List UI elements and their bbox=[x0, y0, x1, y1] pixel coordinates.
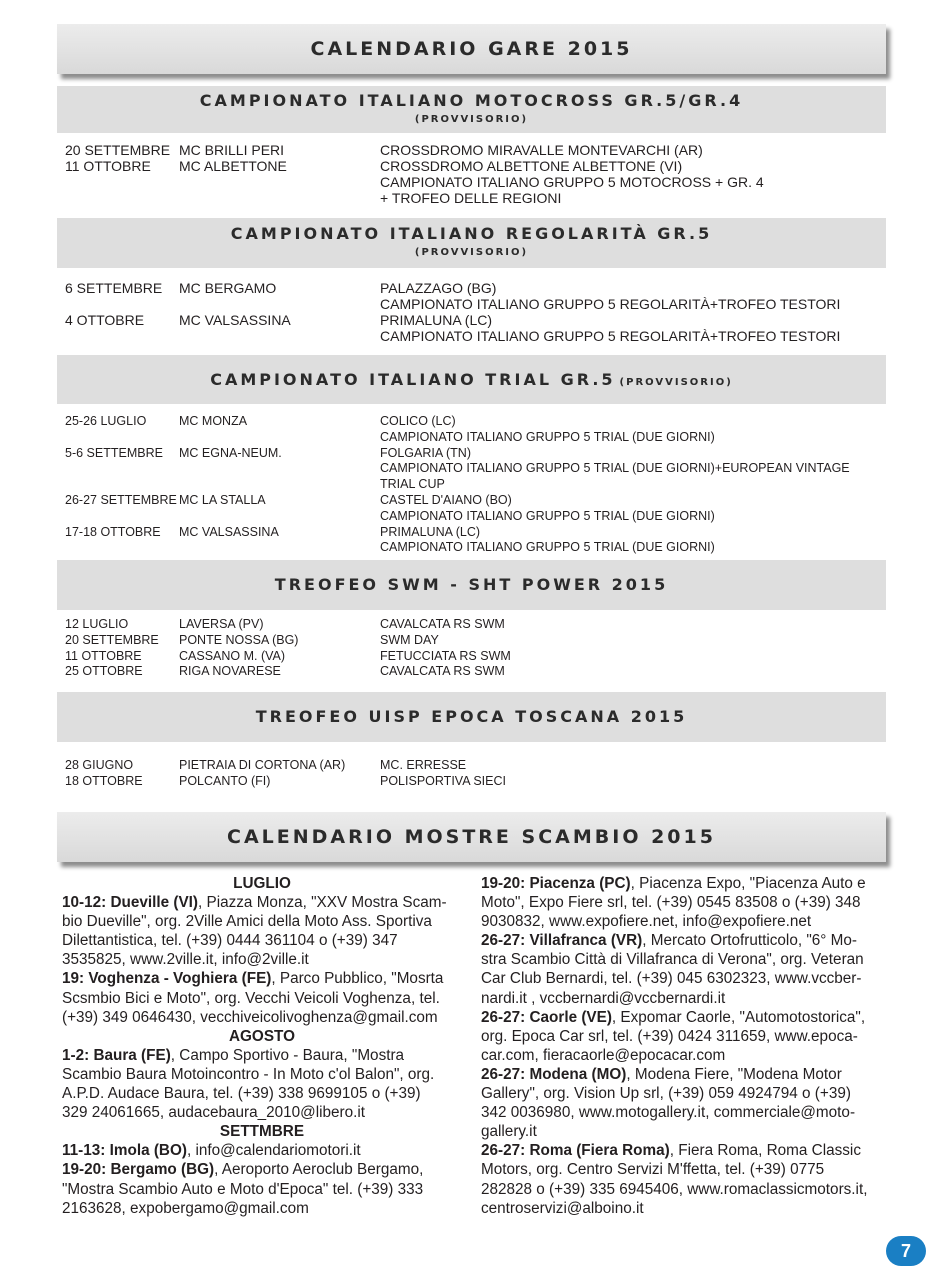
event-detail: CAMPIONATO ITALIANO GRUPPO 5 REGOLARITÀ+TROFEO TESTORI bbox=[380, 328, 841, 344]
event-detail: CROSSDROMO ALBETTONE ALBETTONE (VI) bbox=[380, 158, 683, 174]
motocross-title: CAMPIONATO ITALIANO MOTOCROSS GR.5/GR.4 bbox=[199, 91, 744, 110]
mostre-left-column bbox=[62, 874, 462, 1218]
list-item: 26-27: Modena (MO), Modena Fiere, "Modena Motor Gallery", org. Vision Up srl, (+39) 059 4924794 o (+39) 342 0036980, www.motogallery.it, commerciale@moto- gallery.it bbox=[481, 1065, 856, 1141]
list-item: 10-12: Dueville (VI), Piazza Monza, "XXV Mostra Scam- bio Dueville", org. 2Ville Amici della Moto Ass. Sportiva Dilettantistica, tel. (+39) 0444 361104 o (+39) 347 3535825, www.2ville.it, info@2ville.it bbox=[62, 894, 447, 969]
event-detail: PRIMALUNA (LC) bbox=[380, 524, 481, 539]
event-name: 19-20: Piacenza (PC) bbox=[481, 875, 631, 892]
event-name: 26-27: Caorle (VE) bbox=[481, 1008, 612, 1026]
trial-title: CAMPIONATO ITALIANO TRIAL GR.5 bbox=[210, 370, 616, 389]
event-detail: POLISPORTIVA SIECI bbox=[380, 773, 506, 788]
event-detail: MC. ERRESSE bbox=[380, 758, 467, 772]
trial-subtitle: (PROVVISORIO) bbox=[619, 377, 733, 388]
mostre-right-column bbox=[481, 874, 881, 1218]
event-date: 20 SETTEMBRE bbox=[65, 632, 159, 647]
event-name: 11-13: Imola (BO) bbox=[62, 1142, 187, 1160]
event-club: MC BRILLI PERI bbox=[179, 142, 285, 158]
event-location: CASSANO M. (VA) bbox=[179, 648, 286, 663]
event-detail: CAMPIONATO ITALIANO GRUPPO 5 TRIAL (DUE GIORNI) bbox=[380, 429, 715, 444]
trial-banner bbox=[57, 355, 886, 404]
event-detail: CAMPIONATO ITALIANO GRUPPO 5 TRIAL (DUE GIORNI)+EUROPEAN VINTAGE bbox=[380, 461, 850, 476]
motocross-table bbox=[65, 142, 875, 206]
event-location: RIGA NOVARESE bbox=[179, 664, 281, 679]
month-heading: SETTMBRE bbox=[219, 1123, 305, 1141]
month-heading: AGOSTO bbox=[228, 1027, 295, 1045]
motocross-subtitle: (PROVVISORIO) bbox=[414, 114, 529, 125]
page-number-badge bbox=[886, 1236, 926, 1266]
trial-table bbox=[65, 414, 875, 556]
mostre-title-banner bbox=[57, 812, 886, 862]
event-club: MC LA STALLA bbox=[179, 492, 266, 507]
table-row bbox=[65, 664, 875, 680]
event-date: 6 SETTEMBRE bbox=[65, 280, 163, 296]
event-detail: CROSSDROMO MIRAVALLE MONTEVARCHI (AR) bbox=[380, 142, 703, 158]
calendar-title-banner bbox=[57, 24, 886, 74]
table-row bbox=[65, 158, 875, 206]
event-detail: CAMPIONATO ITALIANO GRUPPO 5 MOTOCROSS + GR. 4 bbox=[380, 174, 764, 190]
list-item: 26-27: Caorle (VE), Expomar Caorle, "Automotostorica", org. Epoca Car srl, tel. (+39) 0424 311659, www.epoca- car.com, fieracaorle@epocacar.com bbox=[481, 1008, 866, 1064]
table-row bbox=[65, 617, 875, 633]
event-club: MC EGNA-NEUM. bbox=[179, 445, 282, 460]
event-location: POLCANTO (FI) bbox=[179, 773, 271, 788]
swm-title: TREOFEO SWM - SHT POWER 2015 bbox=[274, 575, 669, 594]
event-detail: PRIMALUNA (LC) bbox=[380, 312, 493, 328]
event-date: 12 LUGLIO bbox=[65, 617, 129, 631]
event-name: 26-27: Villafranca (VR) bbox=[481, 932, 643, 950]
table-row bbox=[65, 142, 875, 158]
event-date: 17-18 OTTOBRE bbox=[65, 524, 161, 539]
event-detail: FETUCCIATA RS SWM bbox=[380, 648, 511, 663]
mostre-title: CALENDARIO MOSTRE SCAMBIO 2015 bbox=[227, 826, 716, 848]
event-date: 11 OTTOBRE bbox=[65, 648, 142, 663]
table-row bbox=[65, 446, 875, 493]
event-detail: CAVALCATA RS SWM bbox=[380, 617, 505, 631]
calendar-title: CALENDARIO GARE 2015 bbox=[310, 38, 633, 60]
swm-table bbox=[65, 617, 875, 680]
table-row bbox=[65, 774, 875, 790]
uisp-table bbox=[65, 758, 875, 790]
swm-banner bbox=[57, 560, 886, 610]
event-date: 25-26 LUGLIO bbox=[65, 414, 147, 428]
event-date: 11 OTTOBRE bbox=[65, 158, 151, 174]
event-date: 20 SETTEMBRE bbox=[65, 142, 171, 158]
list-item: 19-20: Bergamo (BG), Aeroporto Aeroclub Bergamo, "Mostra Scambio Auto e Moto d'Epoca" tel. (+39) 333 2163628, expobergamo@gmail.com bbox=[62, 1161, 424, 1217]
list-item: 11-13: Imola (BO), info@calendariomotori.it bbox=[62, 1142, 361, 1160]
event-name: 19-20: Bergamo (BG) bbox=[62, 1161, 215, 1179]
event-name: 19: Voghenza - Voghiera (FE) bbox=[62, 970, 272, 988]
event-detail: CAMPIONATO ITALIANO GRUPPO 5 TRIAL (DUE GIORNI) bbox=[380, 508, 715, 523]
table-row bbox=[65, 525, 875, 557]
event-date: 5-6 SETTEMBRE bbox=[65, 445, 163, 460]
month-heading: LUGLIO bbox=[233, 875, 291, 892]
event-detail: FOLGARIA (TN) bbox=[380, 445, 471, 460]
event-name: 1-2: Baura (FE) bbox=[62, 1046, 171, 1064]
event-detail: SWM DAY bbox=[380, 632, 439, 647]
event-club: MC ALBETTONE bbox=[179, 158, 287, 174]
table-row bbox=[65, 758, 875, 774]
list-item: 26-27: Roma (Fiera Roma), Fiera Roma, Roma Classic Motors, org. Centro Servizi M'ffetta, tel. (+39) 0775 282828 o (+39) 335 6945406, www.romaclassicmotors.it, centroservizi@alboino.it bbox=[481, 1142, 868, 1217]
table-row bbox=[65, 633, 875, 649]
event-detail: PALAZZAGO (BG) bbox=[380, 280, 497, 296]
event-location: LAVERSA (PV) bbox=[179, 617, 264, 631]
event-club: MC VALSASSINA bbox=[179, 312, 291, 328]
event-club: MC VALSASSINA bbox=[179, 524, 279, 539]
uisp-banner bbox=[57, 692, 886, 742]
regolarita-subtitle: (PROVVISORIO) bbox=[414, 247, 529, 258]
event-name: 10-12: Dueville (VI) bbox=[62, 894, 199, 912]
list-item: 19: Voghenza - Voghiera (FE), Parco Pubblico, "Mosrta Scsmbio Bici e Moto", org. Vecchi Veicoli Voghenza, tel. (+39) 349 0646430, vecchiveicolivoghenza@gmail.com bbox=[62, 970, 444, 1026]
event-date: 18 OTTOBRE bbox=[65, 773, 143, 788]
table-row bbox=[65, 312, 875, 344]
event-club: MC MONZA bbox=[179, 414, 248, 428]
table-row bbox=[65, 649, 875, 665]
event-detail: TRIAL CUP bbox=[380, 477, 445, 492]
list-item: 26-27: Villafranca (VR), Mercato Ortofrutticolo, "6° Mo- stra Scambio Città di Villafranca di Verona", org. Veteran Car Club Bernardi, tel. (+39) 045 6302323, www.vccber- nardi.it , vccbernardi@vccbernardi.it bbox=[481, 932, 864, 1007]
table-row bbox=[65, 493, 875, 525]
table-row bbox=[65, 280, 875, 312]
table-row bbox=[65, 414, 875, 446]
motocross-banner bbox=[57, 86, 886, 133]
event-name: 26-27: Roma (Fiera Roma) bbox=[481, 1142, 670, 1160]
list-item: 19-20: Piacenza (PC), Piacenza Expo, "Piacenza Auto e Moto", Expo Fiere srl, tel. (+39) 0545 83508 o (+39) 348 9030832, www.expofiere.net, info@expofiere.net bbox=[481, 875, 866, 931]
event-detail: CAVALCATA RS SWM bbox=[380, 664, 505, 679]
regolarita-banner bbox=[57, 218, 886, 268]
event-date: 4 OTTOBRE bbox=[65, 312, 145, 328]
regolarita-title: CAMPIONATO ITALIANO REGOLARITÀ GR.5 bbox=[230, 224, 713, 243]
event-name: 26-27: Modena (MO) bbox=[481, 1065, 627, 1083]
uisp-title: TREOFEO UISP EPOCA TOSCANA 2015 bbox=[255, 707, 688, 726]
event-location: PONTE NOSSA (BG) bbox=[179, 632, 299, 647]
event-location: PIETRAIA DI CORTONA (AR) bbox=[179, 758, 346, 772]
event-detail: CAMPIONATO ITALIANO GRUPPO 5 REGOLARITÀ+TROFEO TESTORI bbox=[380, 296, 841, 312]
event-date: 26-27 SETTEMBRE bbox=[65, 492, 177, 507]
event-date: 25 OTTOBRE bbox=[65, 664, 143, 679]
regolarita-table bbox=[65, 280, 875, 344]
event-detail: CASTEL D'AIANO (BO) bbox=[380, 492, 512, 507]
event-date: 28 GIUGNO bbox=[65, 758, 134, 772]
event-detail: COLICO (LC) bbox=[380, 414, 456, 428]
page-number: 7 bbox=[900, 1241, 911, 1261]
list-item: 1-2: Baura (FE), Campo Sportivo - Baura, "Mostra Scambio Baura Motoincontro - In Moto c'ol Balon", org. A.P.D. Audace Baura, tel. (+39) 338 9699105 o (+39) 329 24061665, audacebaura_2010@libero.it bbox=[62, 1046, 435, 1122]
event-detail: + TROFEO DELLE REGIONI bbox=[380, 190, 562, 206]
event-detail: CAMPIONATO ITALIANO GRUPPO 5 TRIAL (DUE GIORNI) bbox=[380, 540, 715, 555]
event-club: MC BERGAMO bbox=[179, 280, 277, 296]
